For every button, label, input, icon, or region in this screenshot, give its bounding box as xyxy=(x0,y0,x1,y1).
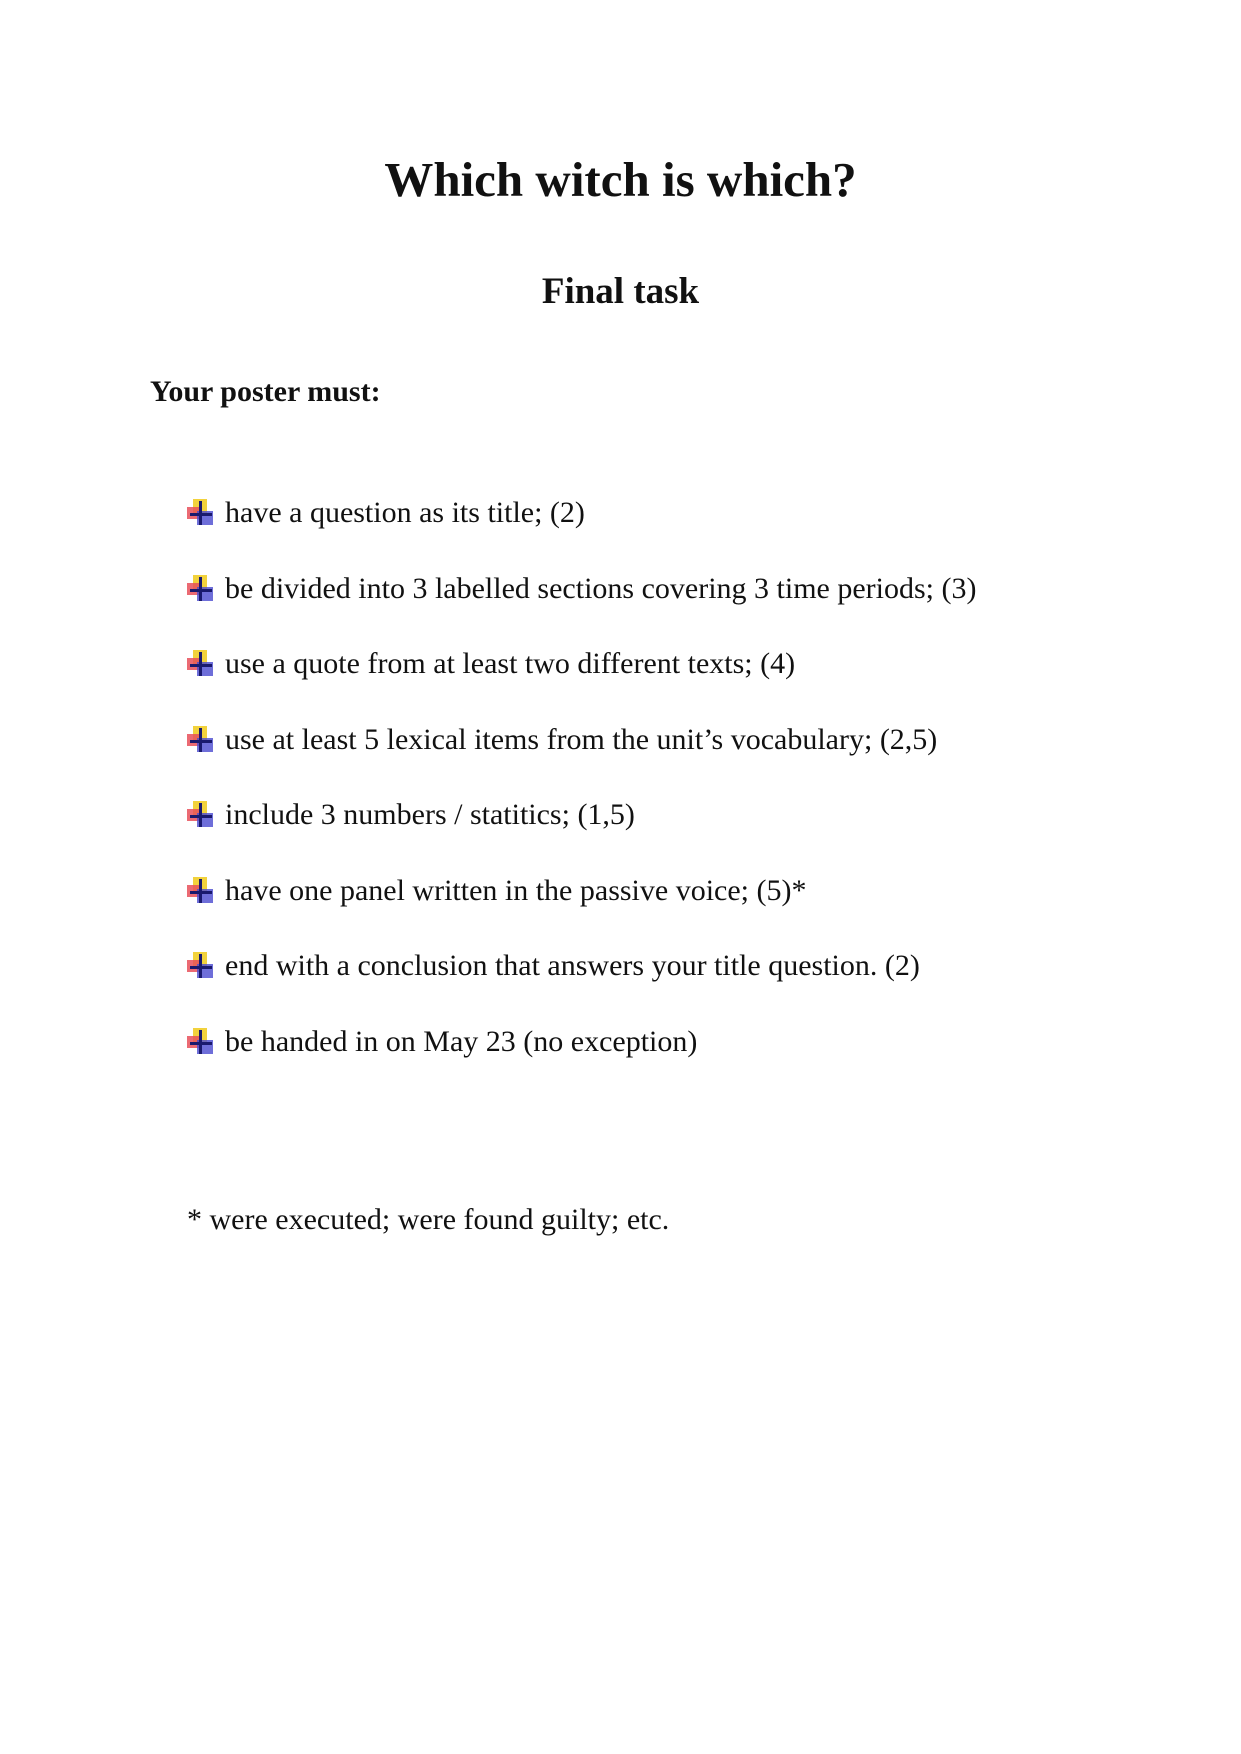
requirement-text: be handed in on May 23 (no exception) xyxy=(225,1024,698,1058)
requirement-text: end with a conclusion that answers your title question. (2) xyxy=(225,949,920,982)
square-cross-bullet-icon xyxy=(187,952,215,980)
square-cross-bullet-icon xyxy=(187,726,215,754)
page-title: Which witch is which? xyxy=(384,152,857,207)
requirement-text: use a quote from at least two different texts; (4) xyxy=(225,647,796,680)
requirement-text: be divided into 3 labelled sections covering 3 time periods; (3) xyxy=(225,571,977,605)
footnote-text: * were executed; were found guilty; etc. xyxy=(187,1203,670,1236)
square-cross-bullet-icon xyxy=(187,650,215,678)
requirement-text: have a question as its title; (2) xyxy=(225,496,585,529)
square-cross-bullet-icon xyxy=(187,575,215,603)
requirement-text: have one panel written in the passive voice; (5)* xyxy=(225,873,807,907)
square-cross-bullet-icon xyxy=(187,1028,215,1056)
page-subtitle: Final task xyxy=(541,271,700,312)
lead-text: Your poster must: xyxy=(150,375,381,408)
square-cross-bullet-icon xyxy=(187,801,215,829)
square-cross-bullet-icon xyxy=(187,877,215,905)
requirement-text: include 3 numbers / statitics; (1,5) xyxy=(225,798,635,831)
requirement-text: use at least 5 lexical items from the unit’s vocabulary; (2,5) xyxy=(225,722,938,756)
square-cross-bullet-icon xyxy=(187,499,215,527)
